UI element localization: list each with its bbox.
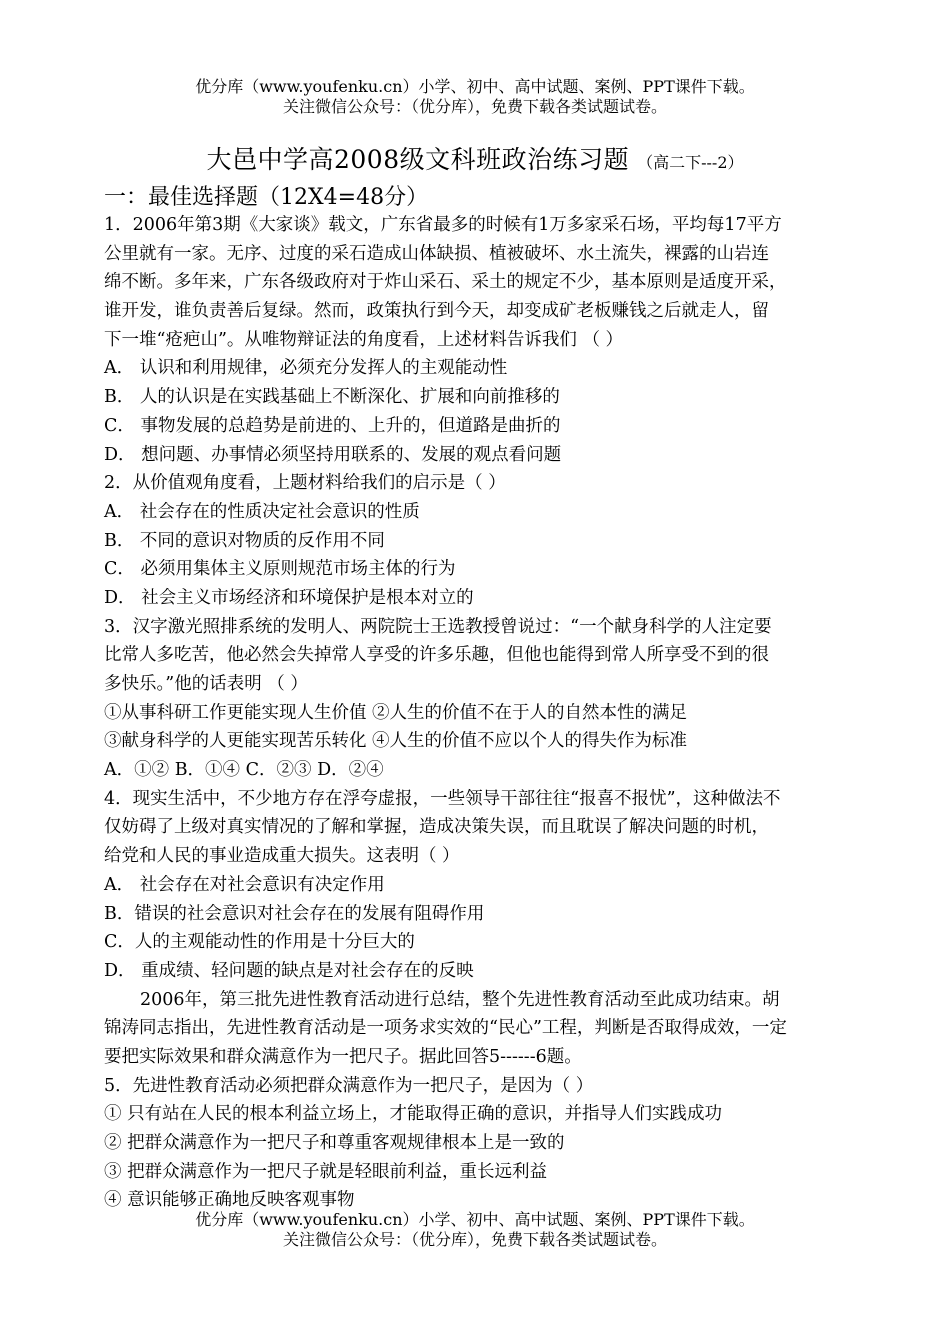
option-line: B． 人的认识是在实践基础上不断深化、扩展和向前推移的	[104, 387, 560, 408]
page-footer	[0, 1210, 950, 1250]
page-header	[0, 77, 950, 117]
option-line: A． 认识和利用规律，必须充分发挥人的主观能动性	[104, 358, 508, 379]
option-line: A．①② B．①④ C．②③ D．②④	[104, 760, 384, 781]
option-line: ② 把群众满意作为一把尺子和尊重客观规律根本上是一致的	[104, 1133, 565, 1153]
text-line: 给党和人民的事业造成重大损失。这表明（ ）	[104, 846, 460, 867]
option-line: C． 事物发展的总趋势是前进的、上升的，但道路是曲折的	[104, 415, 561, 436]
text-line: 谁开发，谁负责善后复绿。然而，政策执行到今天，却变成矿老板赚钱之后就走人，留	[104, 301, 769, 322]
text-line: 公里就有一家。无序、过度的采石造成山体缺损、植被破坏、水土流失，裸露的山岩连	[104, 243, 769, 264]
option-line: D． 重成绩、轻问题的缺点是对社会存在的反映	[104, 960, 474, 981]
option-line: C． 必须用集体主义原则规范市场主体的行为	[104, 559, 456, 580]
text-line: 要把实际效果和群众满意作为一把尺子。据此回答5------6题。	[104, 1046, 582, 1067]
text-line: 5．先进性教育活动必须把群众满意作为一把尺子，是因为（ ）	[104, 1075, 594, 1096]
text-line: 多快乐。”他的话表明 （ ）	[104, 674, 308, 694]
option-line: C．人的主观能动性的作用是十分巨大的	[104, 932, 415, 953]
text-line: 锦涛同志指出，先进性教育活动是一项务求实效的“民心”工程，判断是否取得成效，一定	[104, 1018, 787, 1039]
header-line-1: 优分库（www.youfenku.cn）小学、初中、高中试题、案例、PPT课件下载。	[195, 77, 755, 96]
header-line-2: 关注微信公众号：（优分库），免费下载各类试题试卷。	[282, 97, 667, 116]
option-line: ① 只有站在人民的根本利益立场上，才能取得正确的意识，并指导人们实践成功	[104, 1104, 723, 1125]
document-title	[0, 140, 950, 176]
text-line: 1．2006年第3期《大家谈》载文，广东省最多的时候有1万多家采石场，平均每17平方	[104, 215, 782, 235]
option-line: B． 不同的意识对物质的反作用不同	[104, 530, 385, 551]
option-line: ④ 意识能够正确地反映客观事物	[104, 1190, 355, 1211]
footer-line-1: 优分库（www.youfenku.cn）小学、初中、高中试题、案例、PPT课件下载。	[195, 1210, 755, 1229]
footer-line-2: 关注微信公众号：（优分库），免费下载各类试题试卷。	[282, 1230, 667, 1249]
text-line: 3．汉字激光照排系统的发明人、两院院士王选教授曾说过：“一个献身科学的人注定要	[104, 616, 772, 637]
option-line: D． 想问题、办事情必须坚持用联系的、发展的观点看问题	[104, 444, 562, 465]
option-line: B．错误的社会意识对社会存在的发展有阻碍作用	[104, 903, 485, 924]
option-line: ③献身科学的人更能实现苦乐转化 ④人生的价值不应以个人的得失作为标准	[104, 731, 688, 752]
title-sub: （高二下---2）	[637, 153, 744, 172]
text-line: 2006年，第三批先进性教育活动进行总结，整个先进性教育活动至此成功结束。胡	[140, 989, 780, 1010]
text-line: 比常人多吃苦，他必然会失掉常人享受的许多乐趣，但他也能得到常人所享受不到的很	[104, 645, 769, 666]
text-line: 2．从价值观角度看，上题材料给我们的启示是（ ）	[104, 473, 506, 494]
option-line: ③ 把群众满意作为一把尺子就是轻眼前利益，重长远利益	[104, 1161, 548, 1182]
title-main: 大邑中学高2008级文科班政治练习题	[206, 145, 630, 174]
option-line: A． 社会存在对社会意识有决定作用	[104, 874, 385, 895]
option-line: A． 社会存在的性质决定社会意识的性质	[104, 501, 420, 522]
text-line: 仅妨碍了上级对真实情况的了解和掌握，造成决策失误，而且耽误了解决问题的时机，	[104, 817, 769, 838]
question-body	[104, 211, 854, 1215]
text-line: 绵不断。多年来，广东各级政府对于炸山采石、采土的规定不少，基本原则是适度开采，	[104, 272, 787, 293]
text-line: 4．现实生活中，不少地方存在浮夸虚报，一些领导干部往往“报喜不报忧”，这种做法不	[104, 788, 781, 809]
text-line: 下一堆“疮疤山”。从唯物辩证法的角度看，上述材料告诉我们 （ ）	[104, 329, 624, 350]
section-heading: 一：最佳选择题（12X4=48分）	[104, 185, 429, 210]
option-line: D． 社会主义市场经济和环境保护是根本对立的	[104, 587, 474, 608]
option-line: ①从事科研工作更能实现人生价值 ②人生的价值不在于人的自然本性的满足	[104, 702, 688, 723]
